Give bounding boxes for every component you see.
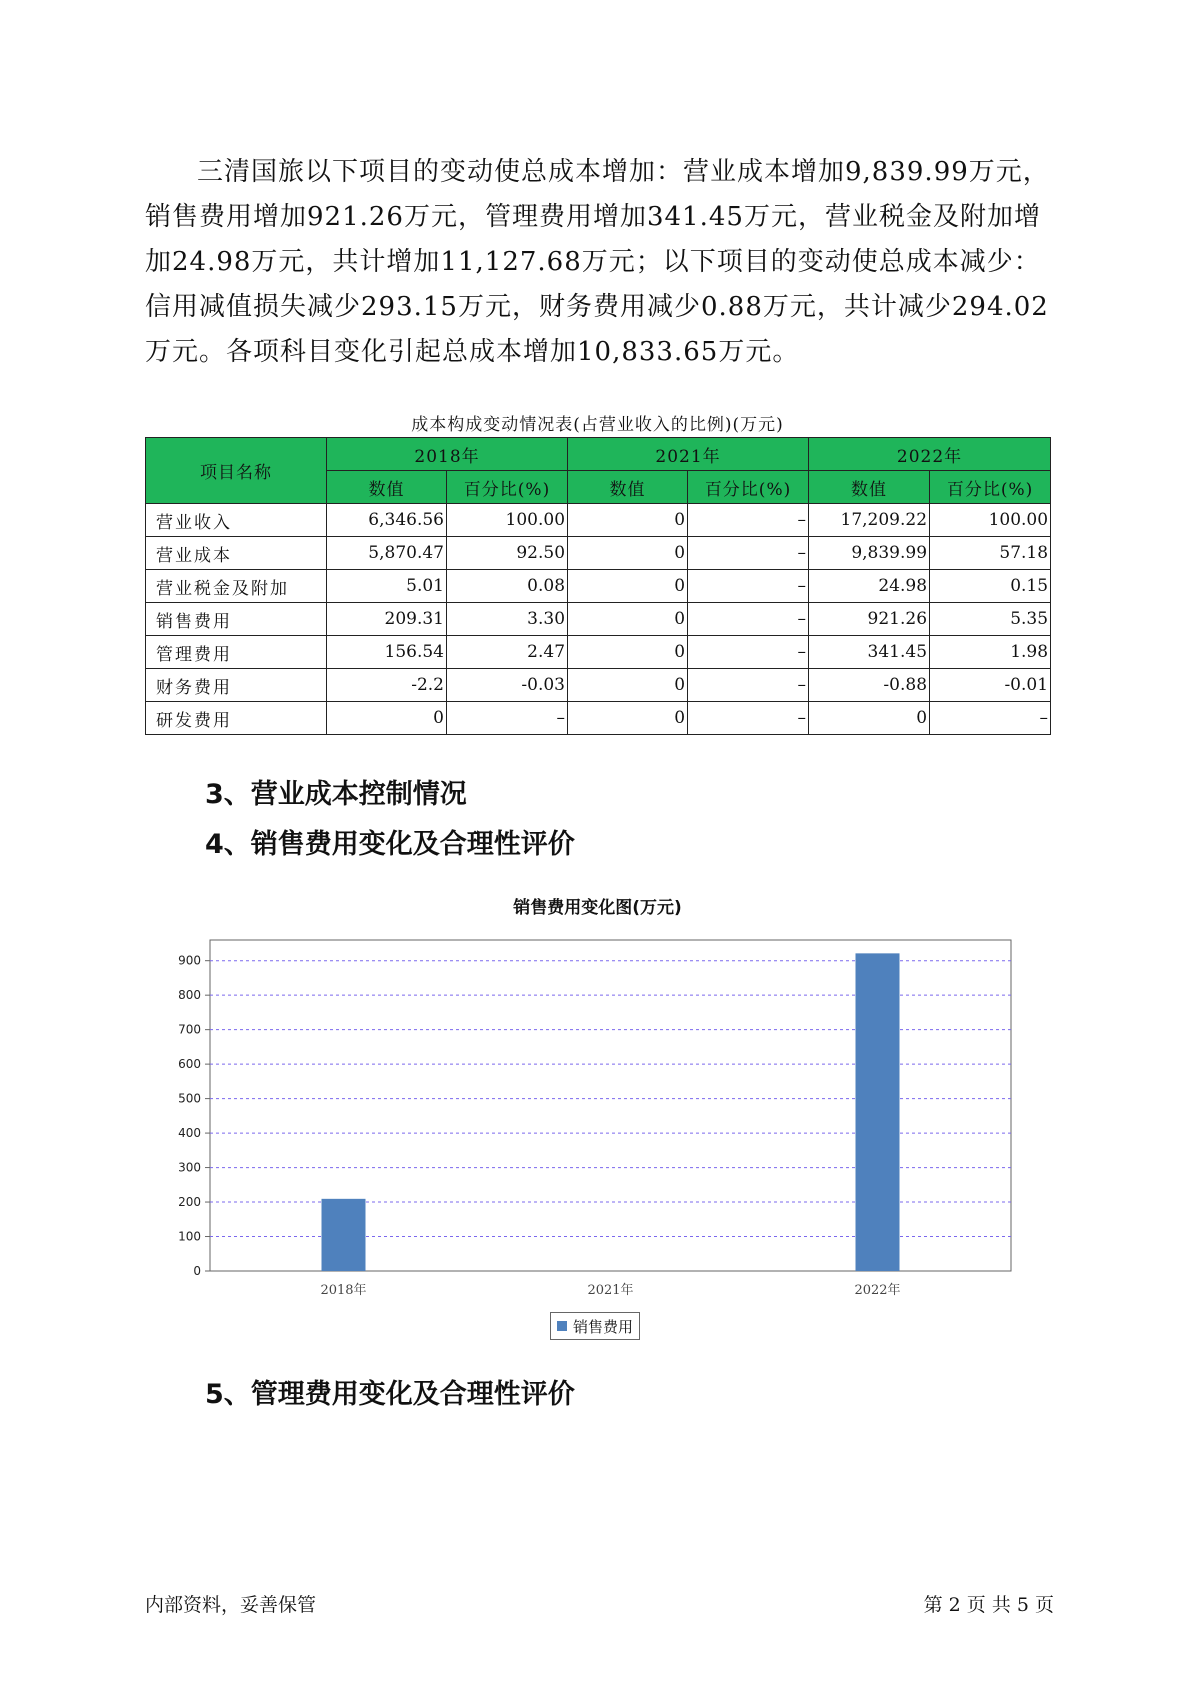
intro-paragraph: 三清国旅以下项目的变动使总成本增加：营业成本增加9,839.99万元，销售费用增加921.26万元，管理费用增加341.45万元，营业税金及附加增加24.98万元，共计增加11,127.68万元；以下项目的变动使总成本减少：信用减值损失减少293.15万元，财务费用减少0.88万元，共计减少294.02万元。各项科目变化引起总成本增加10,833.65万元。 <box>145 157 1050 367</box>
header-value: 数值 <box>568 471 688 504</box>
footer-page-number: 第 2 页 共 5 页 <box>923 1594 1054 1616</box>
row-item-name: 营业税金及附加 <box>146 570 327 603</box>
cell-percent: 5.35 <box>930 603 1051 636</box>
header-percent: 百分比(%) <box>688 471 809 504</box>
header-year: 2022年 <box>809 438 1051 471</box>
cell-value: 0 <box>568 669 688 702</box>
y-tick-label: 600 <box>178 1057 201 1072</box>
cell-percent: 1.98 <box>930 636 1051 669</box>
legend-swatch <box>557 1321 567 1331</box>
chart-title: 销售费用变化图(万元) <box>513 898 682 918</box>
y-tick-label: 200 <box>178 1195 201 1210</box>
cell-value: 0 <box>809 702 930 735</box>
legend-label: 销售费用 <box>573 1317 634 1336</box>
cell-percent: – <box>447 702 568 735</box>
cell-value: 921.26 <box>809 603 930 636</box>
cell-percent: -0.03 <box>447 669 568 702</box>
cell-percent: 3.30 <box>447 603 568 636</box>
cell-percent: 92.50 <box>447 537 568 570</box>
header-value: 数值 <box>327 471 447 504</box>
row-item-name: 销售费用 <box>146 603 327 636</box>
cell-value: 5,870.47 <box>327 537 447 570</box>
cell-percent: -0.01 <box>930 669 1051 702</box>
cell-percent: 0.08 <box>447 570 568 603</box>
cell-value: 0 <box>568 537 688 570</box>
cell-percent: – <box>688 603 809 636</box>
cell-percent: – <box>688 669 809 702</box>
section-heading-5: 5、管理费用变化及合理性评价 <box>205 1379 575 1410</box>
cell-percent: – <box>688 537 809 570</box>
x-tick-label: 2021年 <box>587 1283 634 1298</box>
x-tick-label: 2018年 <box>320 1283 367 1298</box>
section-heading-4: 4、销售费用变化及合理性评价 <box>205 829 575 860</box>
table-caption: 成本构成变动情况表(占营业收入的比例)(万元) <box>411 415 784 435</box>
cell-percent: – <box>688 702 809 735</box>
cell-value: 5.01 <box>327 570 447 603</box>
section-heading-3: 3、营业成本控制情况 <box>205 779 467 810</box>
row-item-name: 营业收入 <box>146 504 327 537</box>
cell-percent: 0.15 <box>930 570 1051 603</box>
cell-percent: – <box>688 636 809 669</box>
y-tick-label: 800 <box>178 988 201 1003</box>
cell-value: 9,839.99 <box>809 537 930 570</box>
cell-value: 0 <box>568 570 688 603</box>
bar <box>856 953 900 1271</box>
y-tick-label: 900 <box>178 953 201 968</box>
cell-value: 0 <box>568 603 688 636</box>
header-item-name: 项目名称 <box>146 438 327 504</box>
y-tick-label: 0 <box>193 1264 201 1278</box>
cell-percent: 57.18 <box>930 537 1051 570</box>
cell-value: 24.98 <box>809 570 930 603</box>
cell-value: 341.45 <box>809 636 930 669</box>
header-percent: 百分比(%) <box>930 471 1051 504</box>
header-year: 2018年 <box>327 438 568 471</box>
header-year: 2021年 <box>568 438 809 471</box>
cell-value: 0 <box>568 702 688 735</box>
y-tick-label: 400 <box>178 1126 201 1141</box>
header-percent: 百分比(%) <box>447 471 568 504</box>
row-item-name: 财务费用 <box>146 669 327 702</box>
x-tick-label: 2022年 <box>854 1283 901 1298</box>
y-tick-label: 500 <box>178 1091 201 1106</box>
row-item-name: 管理费用 <box>146 636 327 669</box>
cell-value: 6,346.56 <box>327 504 447 537</box>
cell-percent: 100.00 <box>930 504 1051 537</box>
row-item-name: 营业成本 <box>146 537 327 570</box>
cell-value: 0 <box>568 504 688 537</box>
bar <box>322 1199 366 1271</box>
cell-value: 0 <box>327 702 447 735</box>
cell-percent: – <box>688 570 809 603</box>
cell-value: -0.88 <box>809 669 930 702</box>
cell-value: 17,209.22 <box>809 504 930 537</box>
cell-percent: 100.00 <box>447 504 568 537</box>
header-value: 数值 <box>809 471 930 504</box>
cell-percent: – <box>688 504 809 537</box>
cell-value: 209.31 <box>327 603 447 636</box>
cell-value: 0 <box>568 636 688 669</box>
y-tick-label: 100 <box>178 1229 201 1244</box>
chart-legend <box>550 1312 640 1340</box>
row-item-name: 研发费用 <box>146 702 327 735</box>
cell-percent: – <box>930 702 1051 735</box>
y-tick-label: 700 <box>178 1022 201 1037</box>
footer-confidential: 内部资料，妥善保管 <box>145 1594 317 1616</box>
y-tick-label: 300 <box>178 1160 201 1175</box>
cell-value: -2.2 <box>327 669 447 702</box>
cell-value: 156.54 <box>327 636 447 669</box>
cell-percent: 2.47 <box>447 636 568 669</box>
